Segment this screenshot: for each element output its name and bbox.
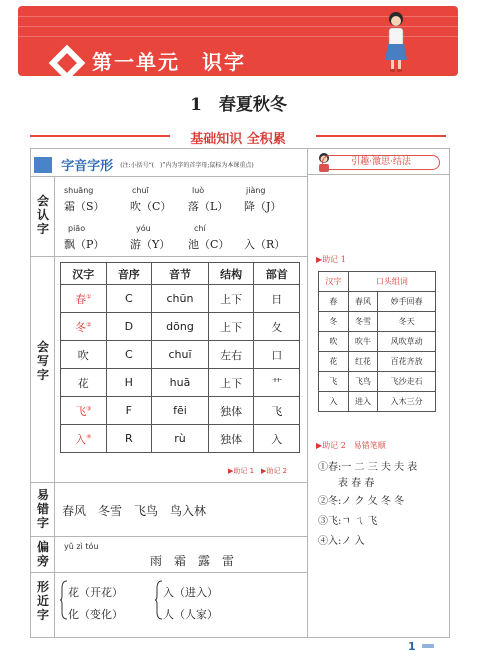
syllable-cell: chūn [152,285,209,313]
syllable-cell: fēi [152,397,209,425]
brace-icon [155,580,163,620]
recognize-char: 霜（S） [64,200,105,213]
radical-cell: 入 [254,425,300,453]
recognize-char: 吹（C） [130,200,172,213]
sound-form-heading [34,154,254,172]
stroke-order: ④入:ノ 入 [318,536,365,547]
radical-cell: 艹 [254,369,300,397]
syllable-cell: huā [152,369,209,397]
char-cell: 飞 [75,404,87,418]
table-row: 春 春风 妙手回春 [319,292,436,312]
seq-cell: C [106,285,152,313]
column-header: 汉字 [61,263,107,285]
recognize-char: 入（R） [244,238,286,251]
similar-word: 花（开花） [68,586,123,599]
pinyin: luò [192,186,205,195]
similar-word: 人（人家） [163,608,218,621]
structure-cell: 左右 [208,341,254,369]
table-row [61,397,300,425]
stroke-order: 表 春 春 [318,478,375,489]
note-mark: ② [86,320,92,328]
structure-cell: 上下 [208,285,254,313]
recognize-char: 落（L） [188,200,229,213]
table-row [61,341,300,369]
table-row [61,369,300,397]
unit-title: 第一单元 识字 [92,50,246,74]
radical-label: 偏旁 [36,540,49,568]
helper-note-ref: ▶助记 1 ▶助记 2 [228,467,288,475]
table-header-row [61,263,300,285]
blue-square-icon [34,157,52,173]
char-cell: 花 [77,376,89,390]
note-mark: ③ [86,404,92,412]
pinyin: chí [194,224,206,233]
table-row: 吹 吹牛 风吹草动 [319,332,436,352]
column-header: 部首 [254,263,300,285]
brace-icon [60,580,68,620]
stroke-order: ①春:一 二 三 夫 夫 表 [318,462,418,473]
radical-pinyin: yǔ zì tóu [64,542,99,551]
error-words: 春风 冬雪 飞鸟 鸟入林 [62,504,207,518]
table-header-row [319,272,436,292]
structure-cell: 上下 [208,313,254,341]
structure-cell: 上下 [208,369,254,397]
lesson-title: 1 春夏秋冬 [190,95,287,115]
table-row: 冬 冬雪 冬天 [319,312,436,332]
column-header: 音节 [152,263,209,285]
radical-words: 雨 霜 露 雷 [150,554,235,568]
similar-word: 入（进入） [163,586,218,599]
page-arrow-icon [422,644,434,648]
column-header: 音序 [106,263,152,285]
pinyin: piāo [68,224,86,233]
table-row: 入 进入 入木三分 [319,392,436,412]
column-header: 结构 [208,263,254,285]
table-row [61,285,300,313]
char-cell: 入 [75,432,87,446]
radical-cell: 口 [254,341,300,369]
stroke-order: ②冬:ノ ク 夂 冬 冬 [318,496,405,507]
recognize-char: 飘（P） [64,238,105,251]
method-tag: 引趣·激思·结法 [322,155,440,170]
table-row [61,425,300,453]
writing-table [60,262,300,453]
syllable-cell: chuī [152,341,209,369]
note2-label: ▶助记 2 易错笔顺 [316,441,386,450]
pinyin: yóu [136,224,151,233]
seq-cell: C [106,341,152,369]
note-mark: ④ [86,432,92,440]
column-header: 汉字 [319,272,349,292]
char-cell: 吹 [77,348,89,362]
seq-cell: R [106,425,152,453]
pinyin: chuī [132,186,149,195]
recognize-char: 池（C） [188,238,230,251]
error-label: 易错字 [36,488,49,530]
table-row: 飞 飞鸟 飞沙走石 [319,372,436,392]
section-heading [30,128,446,147]
seq-cell: F [106,397,152,425]
stroke-order: ③飞:ㄱ ㄟ 飞 [318,516,378,527]
radical-cell: 夂 [254,313,300,341]
write-label: 会写字 [36,340,49,382]
recognize-char: 降（J） [244,200,282,213]
syllable-cell: rù [152,425,209,453]
similar-word: 化（变化） [68,608,123,621]
column-header: 口头组词 [348,272,435,292]
structure-cell: 独体 [208,397,254,425]
sound-form-note: (注:小括号“( )”内为字的首字母;鼠标为本课重点) [120,162,254,169]
similar-label: 形近字 [36,580,49,622]
char-cell: 春 [75,292,87,306]
radical-cell: 飞 [254,397,300,425]
char-cell: 冬 [75,320,87,334]
note-mark: ① [86,292,92,300]
radical-cell: 日 [254,285,300,313]
sound-form-title: 字音字形 [61,159,114,174]
recognize-label: 会认字 [36,194,49,236]
seq-cell: H [106,369,152,397]
table-row: 花 红花 百花齐放 [319,352,436,372]
pinyin: shuāng [64,186,94,195]
seq-cell: D [106,313,152,341]
structure-cell: 独体 [208,425,254,453]
recognize-char: 游（Y） [130,238,171,251]
word-table [318,271,436,412]
note1-label: ▶助记 1 [316,255,346,264]
table-row [61,313,300,341]
girl-illustration-icon [378,10,414,74]
syllable-cell: dōng [152,313,209,341]
section-title: 基础知识 全积累 [190,132,286,147]
pinyin: jiàng [246,186,266,195]
page-number: 1 [408,640,416,653]
